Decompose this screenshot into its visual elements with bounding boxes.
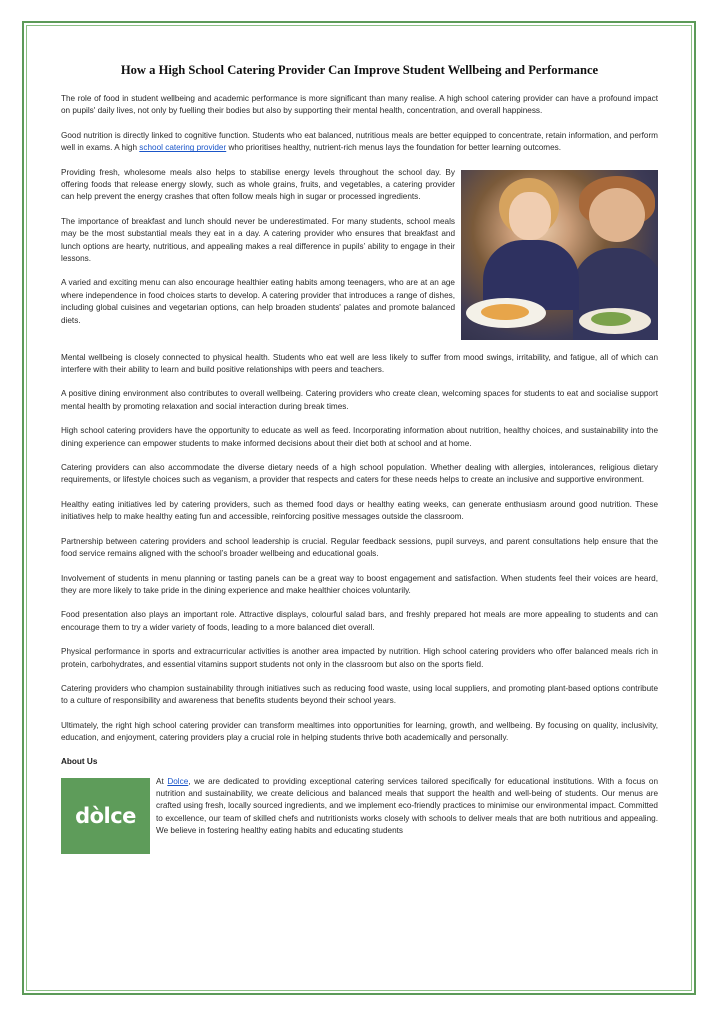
paragraph-nutrition-text-2: who prioritises healthy, nutrient-rich menus lays the foundation for better learning outcomes. (226, 143, 562, 153)
document-body (61, 60, 658, 854)
paragraph-physical-performance: Physical performance in sports and extracurricular activities is another area impacted by nutrition. High school catering providers who offer balanced meals rich in protein, carbohydrates, and essential vitamins support students not only in the classroom but also on the sports field. (61, 647, 658, 669)
about-us-text-1: At (156, 776, 168, 786)
paragraph-conclusion: Ultimately, the right high school catering provider can transform mealtimes into opportunities for learning, growth, and wellbeing. By focusing on quality, inclusivity, education, and enjoyment, catering providers play a crucial role in helping students thrive both academically and personally. (61, 720, 658, 743)
paragraph-student-involvement: Involvement of students in menu planning or tasting panels can be a great way to boost engagement and satisfaction. When students feel their voices are heard, they are more likely to take pride in the dining experience and make healthier choices voluntarily. (61, 573, 658, 595)
photo-text-block (61, 167, 658, 340)
paragraph-energy: Providing fresh, wholesome meals also helps to stabilise energy levels throughout the school day. By offering foods that release energy slowly, such as whole grains, fruits, and vegetables, a catering provider can help prevent the energy crashes that often follow meals high in sugar or processed ingredients. (61, 167, 455, 202)
paragraph-mental-wellbeing: Mental wellbeing is closely connected to physical health. Students who eat well are less likely to suffer from mood swings, irritability, and fatigue, all of which can interfere with their ability to learn and build positive relationships with peers and teachers. (61, 352, 658, 375)
paragraph-presentation: Food presentation also plays an important role. Attractive displays, colourful salad bars, and freshly prepared hot meals are more appealing to students and can encourage them to try a wider variety of foods, leading to a more balanced diet overall. (61, 610, 658, 632)
about-us-section (61, 776, 658, 854)
dolce-link[interactable]: Dolce (167, 776, 189, 786)
document-title: How a High School Catering Provider Can Improve Student Wellbeing and Performance (120, 63, 599, 77)
paragraph-initiatives: Healthy eating initiatives led by catering providers, such as themed food days or healthy eating weeks, can generate enthusiasm around good nutrition. These initiatives help to make healthy eating fun and accessible, reinforcing positive messages outside the classroom. (61, 499, 658, 522)
paragraph-partnership: Partnership between catering providers and school leadership is crucial. Regular feedback sessions, pupil surveys, and parent consultations help ensure that the food service remains aligned with the school’s broader wellbeing and educational goals. (61, 536, 658, 559)
paragraph-dietary-needs: Catering providers can also accommodate the diverse dietary needs of a high school population. Whether dealing with allergies, intolerances, religious dietary requirements, or lifestyle choices such as veganism, a provider that respects and caters for these needs helps to create an inclusive and supportive environment. (61, 463, 658, 485)
paragraph-intro: The role of food in student wellbeing and academic performance is more significant than many realise. A high school catering provider can have a profound impact on pupils' daily lives, not only by fuelling their bodies but also by supporting their mental health, concentration, and overall happiness. (61, 94, 658, 116)
paragraph-varied-menu: A varied and exciting menu can also encourage healthier eating habits among teenagers, who are at an age where independence in food choices starts to develop. A catering provider that introduces a range of dishes, including global cuisines and vegetarian options, can help broaden students' palates and promote balanced diets. (61, 278, 455, 325)
paragraph-nutrition-text-1: Good nutrition is directly linked to cognitive function. Students who eat balanced, nutritious meals are better equipped to concentrate, retain information, and perform well in exams. A high (61, 130, 658, 153)
about-us-text-2: , we are dedicated to providing exceptional catering services tailored specifically for educational institutions. With a focus on nutrition and sustainability, we create delicious and balanced meals that support the health and well-being of students. Our menus are crafted using fresh, locally sourced ingredients, and we implement eco-friendly practices to minimise our environmental impact. Committed to excellence, our team of skilled chefs and nutritionists works closely with schools to deliver meals that are both nutritious and appealing. We believe in fostering healthy eating habits and educating students (156, 776, 659, 836)
about-us-heading: About Us (61, 756, 98, 766)
about-us-text (156, 776, 658, 854)
dolce-logo: dòlce (61, 778, 150, 854)
paragraph-sustainability: Catering providers who champion sustainability through initiatives such as reducing food waste, using local suppliers, and promoting plant-based options contribute to a culture of responsibility and awareness that benefits students beyond their school years. (61, 683, 658, 706)
paragraph-breakfast-lunch: The importance of breakfast and lunch should never be underestimated. For many students, school meals may be the most substantial meals they eat in a day. A catering provider who ensures that breakfast and lunch options are hearty, nutritious, and appealing makes a real difference in pupils’ ability to engage in their lessons. (61, 216, 455, 264)
students-eating-photo (461, 170, 658, 340)
paragraph-dining-environment: A positive dining environment also contributes to overall wellbeing. Catering providers who create clean, welcoming spaces for students to eat and socialise support mental health by promoting relaxation and social interaction during break times. (61, 389, 658, 411)
paragraph-educate: High school catering providers have the opportunity to educate as well as feed. Incorporating information about nutrition, healthy choices, and sustainability into the dining experience can empower students to make informed decisions about their diet both at school and at home. (61, 426, 658, 448)
school-catering-provider-link[interactable]: school catering provider (139, 143, 227, 153)
paragraph-nutrition (61, 130, 658, 155)
